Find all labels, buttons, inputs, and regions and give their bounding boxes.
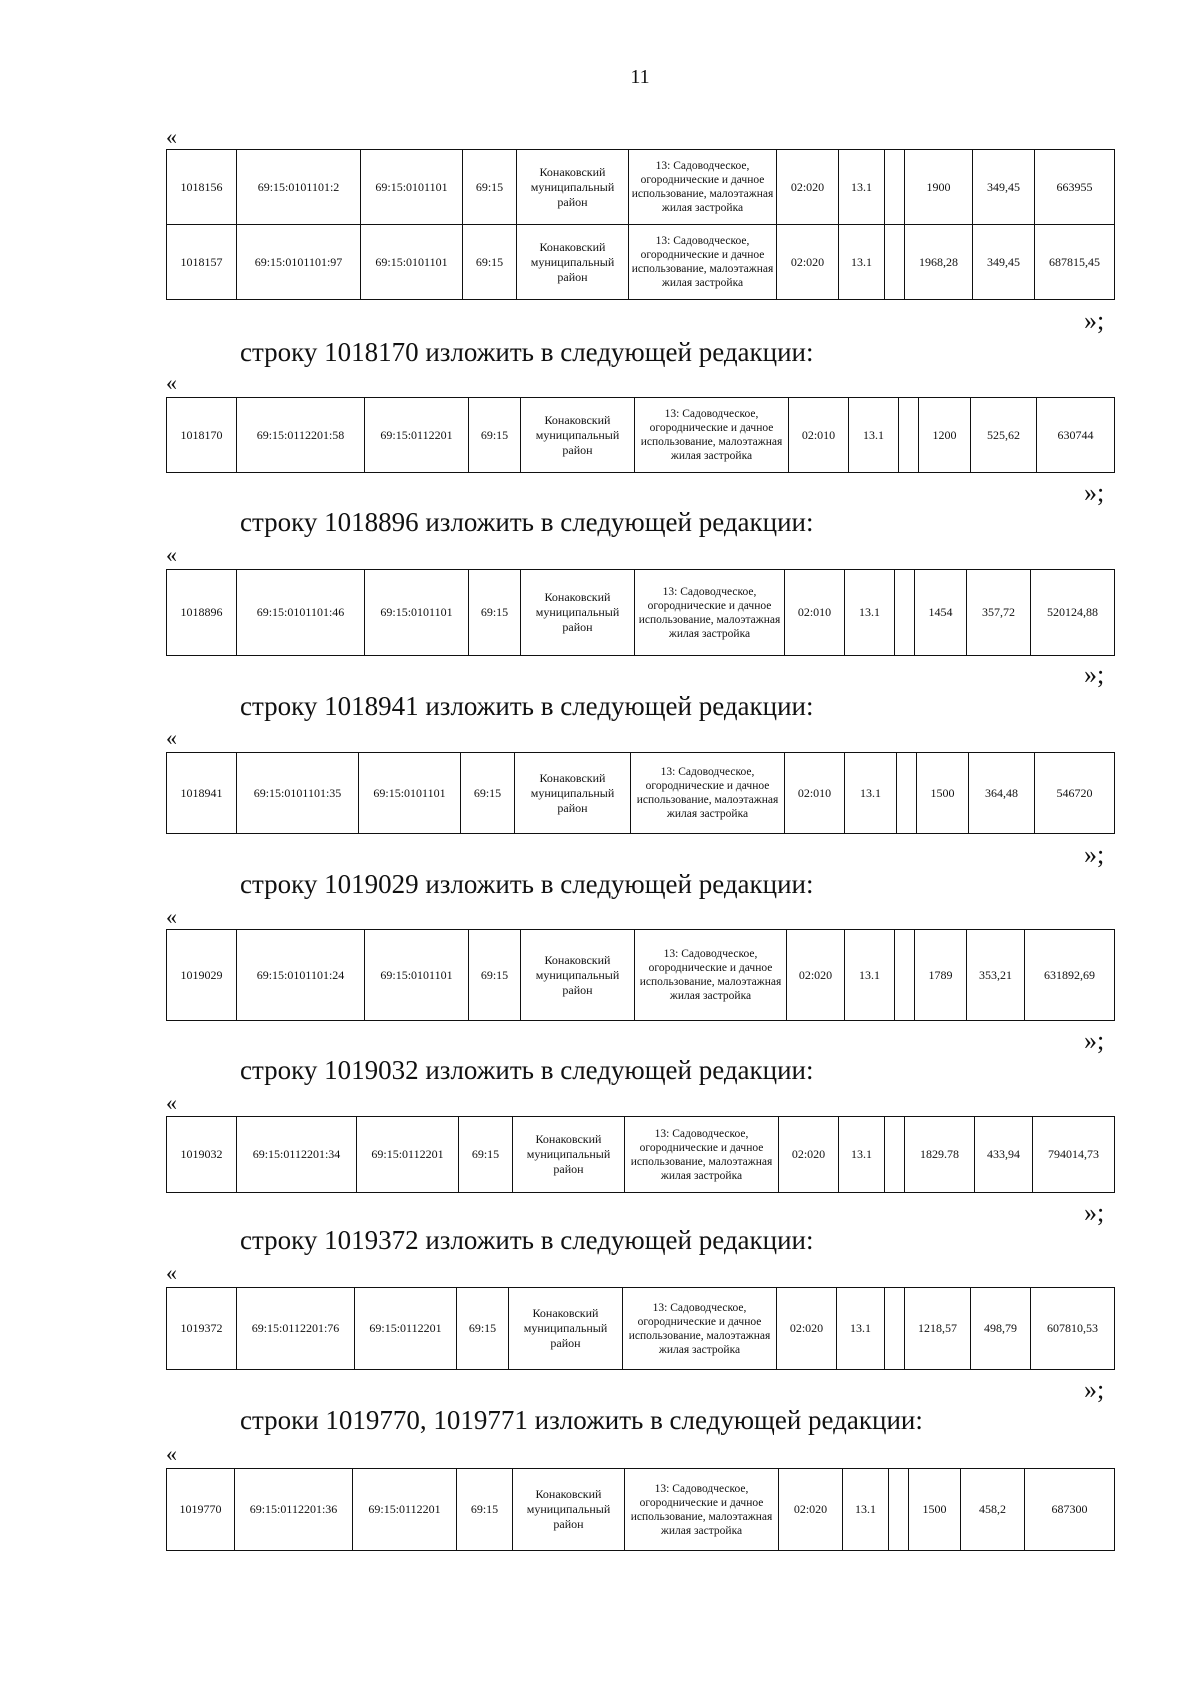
rate: 458,2 <box>961 1469 1025 1551</box>
district: Конаковский муниципальный район <box>513 1117 625 1193</box>
land-purpose: 13: Садоводческое, огороднические и дачное использование, малоэтажная жилая застройка <box>635 930 787 1021</box>
open-quote: « <box>166 370 177 395</box>
group: 13.1 <box>849 398 899 473</box>
code: 02:020 <box>779 1469 843 1551</box>
section-heading: строку 1019032 изложить в следующей редакции: <box>240 1055 814 1085</box>
empty-cell <box>885 150 905 225</box>
area: 1454 <box>915 570 967 656</box>
cadastral-number: 69:15:0101101:46 <box>237 570 365 656</box>
table-row <box>167 225 1115 300</box>
cadastral-number: 69:15:0112201:76 <box>237 1288 355 1370</box>
rate: 364,48 <box>969 753 1035 834</box>
section-heading: строку 1019029 изложить в следующей редакции: <box>240 869 814 899</box>
group: 13.1 <box>839 1117 885 1193</box>
cadastral-value: 520124,88 <box>1031 570 1115 656</box>
area: 1218,57 <box>905 1288 971 1370</box>
district: Конаковский муниципальный район <box>521 398 635 473</box>
land-table <box>166 569 1115 656</box>
land-purpose: 13: Садоводческое, огороднические и дачное использование, малоэтажная жилая застройка <box>635 570 785 656</box>
district-code: 69:15 <box>461 753 515 834</box>
section-heading: строку 1018941 изложить в следующей редакции: <box>240 691 814 721</box>
rate: 525,62 <box>971 398 1037 473</box>
cadastral-value: 794014,73 <box>1033 1117 1115 1193</box>
district: Конаковский муниципальный район <box>509 1288 623 1370</box>
empty-cell <box>895 930 915 1021</box>
land-table <box>166 1287 1115 1370</box>
code: 02:020 <box>787 930 845 1021</box>
section-heading: строку 1018170 изложить в следующей редакции: <box>240 337 814 367</box>
table-row <box>167 753 1115 834</box>
group: 13.1 <box>839 150 885 225</box>
table-row <box>167 398 1115 473</box>
land-table <box>166 149 1115 300</box>
cadastral-quarter: 69:15:0101101 <box>359 753 461 834</box>
area: 1789 <box>915 930 967 1021</box>
land-purpose: 13: Садоводческое, огороднические и дачное использование, малоэтажная жилая застройка <box>625 1117 779 1193</box>
group: 13.1 <box>845 753 897 834</box>
close-quote: »; <box>1084 306 1105 335</box>
cadastral-quarter: 69:15:0112201 <box>357 1117 459 1193</box>
cadastral-value: 631892,69 <box>1025 930 1115 1021</box>
table-row <box>167 1288 1115 1370</box>
area: 1200 <box>919 398 971 473</box>
row-id: 1018170 <box>167 398 237 473</box>
cadastral-quarter: 69:15:0112201 <box>355 1288 457 1370</box>
cadastral-number: 69:15:0112201:36 <box>235 1469 353 1551</box>
row-id: 1019372 <box>167 1288 237 1370</box>
close-quote: »; <box>1084 660 1105 689</box>
row-id: 1019770 <box>167 1469 235 1551</box>
cadastral-value: 546720 <box>1035 753 1115 834</box>
cadastral-number: 69:15:0101101:35 <box>237 753 359 834</box>
table-row <box>167 150 1115 225</box>
code: 02:020 <box>777 1288 837 1370</box>
land-purpose: 13: Садоводческое, огороднические и дачное использование, малоэтажная жилая застройка <box>629 150 777 225</box>
area: 1829.78 <box>905 1117 975 1193</box>
cadastral-number: 69:15:0112201:58 <box>237 398 365 473</box>
open-quote: « <box>166 904 177 929</box>
row-id: 1018157 <box>167 225 237 300</box>
open-quote: « <box>166 1441 177 1466</box>
cadastral-quarter: 69:15:0112201 <box>353 1469 457 1551</box>
area: 1900 <box>905 150 973 225</box>
open-quote: « <box>166 725 177 750</box>
row-id: 1018156 <box>167 150 237 225</box>
land-purpose: 13: Садоводческое, огороднические и дачное использование, малоэтажная жилая застройка <box>629 225 777 300</box>
group: 13.1 <box>845 570 895 656</box>
land-table <box>166 929 1115 1021</box>
code: 02:010 <box>785 570 845 656</box>
rate: 357,72 <box>967 570 1031 656</box>
cadastral-value: 687300 <box>1025 1469 1115 1551</box>
district-code: 69:15 <box>463 225 517 300</box>
empty-cell <box>899 398 919 473</box>
close-quote: »; <box>1084 840 1105 869</box>
table-row <box>167 1117 1115 1193</box>
empty-cell <box>895 570 915 656</box>
cadastral-quarter: 69:15:0101101 <box>361 150 463 225</box>
row-id: 1019032 <box>167 1117 237 1193</box>
land-purpose: 13: Садоводческое, огороднические и дачное использование, малоэтажная жилая застройка <box>635 398 789 473</box>
table-row <box>167 570 1115 656</box>
row-id: 1019029 <box>167 930 237 1021</box>
page-number: 11 <box>630 66 650 88</box>
open-quote: « <box>166 1090 177 1115</box>
group: 13.1 <box>839 225 885 300</box>
cadastral-quarter: 69:15:0101101 <box>361 225 463 300</box>
empty-cell <box>897 753 917 834</box>
group: 13.1 <box>845 930 895 1021</box>
district-code: 69:15 <box>463 150 517 225</box>
cadastral-value: 687815,45 <box>1035 225 1115 300</box>
land-purpose: 13: Садоводческое, огороднические и дачное использование, малоэтажная жилая застройка <box>623 1288 777 1370</box>
code: 02:010 <box>785 753 845 834</box>
cadastral-value: 663955 <box>1035 150 1115 225</box>
close-quote: »; <box>1084 1198 1105 1227</box>
rate: 353,21 <box>967 930 1025 1021</box>
close-quote: »; <box>1084 1375 1105 1404</box>
cadastral-number: 69:15:0101101:24 <box>237 930 365 1021</box>
district-code: 69:15 <box>469 570 521 656</box>
land-purpose: 13: Садоводческое, огороднические и дачное использование, малоэтажная жилая застройка <box>631 753 785 834</box>
open-quote: « <box>166 124 177 149</box>
code: 02:020 <box>779 1117 839 1193</box>
rate: 349,45 <box>973 150 1035 225</box>
cadastral-number: 69:15:0101101:2 <box>237 150 361 225</box>
group: 13.1 <box>837 1288 885 1370</box>
close-quote: »; <box>1084 478 1105 507</box>
district-code: 69:15 <box>469 398 521 473</box>
code: 02:020 <box>777 225 839 300</box>
area: 1500 <box>909 1469 961 1551</box>
open-quote: « <box>166 1260 177 1285</box>
cadastral-value: 607810,53 <box>1031 1288 1115 1370</box>
district-code: 69:15 <box>469 930 521 1021</box>
district: Конаковский муниципальный район <box>515 753 631 834</box>
row-id: 1018941 <box>167 753 237 834</box>
land-table <box>166 752 1115 834</box>
district: Конаковский муниципальный район <box>521 570 635 656</box>
row-id: 1018896 <box>167 570 237 656</box>
rate: 498,79 <box>971 1288 1031 1370</box>
table-row <box>167 1469 1115 1551</box>
cadastral-quarter: 69:15:0112201 <box>365 398 469 473</box>
rate: 433,94 <box>975 1117 1033 1193</box>
land-table <box>166 397 1115 473</box>
district: Конаковский муниципальный район <box>517 225 629 300</box>
land-table <box>166 1116 1115 1193</box>
district-code: 69:15 <box>457 1469 513 1551</box>
empty-cell <box>885 225 905 300</box>
land-purpose: 13: Садоводческое, огороднические и дачное использование, малоэтажная жилая застройка <box>625 1469 779 1551</box>
code: 02:010 <box>789 398 849 473</box>
empty-cell <box>889 1469 909 1551</box>
cadastral-number: 69:15:0112201:34 <box>237 1117 357 1193</box>
section-heading: строки 1019770, 1019771 изложить в следующей редакции: <box>240 1405 923 1435</box>
cadastral-number: 69:15:0101101:97 <box>237 225 361 300</box>
section-heading: строку 1018896 изложить в следующей редакции: <box>240 507 814 537</box>
area: 1968,28 <box>905 225 973 300</box>
table-row <box>167 930 1115 1021</box>
group: 13.1 <box>843 1469 889 1551</box>
cadastral-quarter: 69:15:0101101 <box>365 570 469 656</box>
cadastral-value: 630744 <box>1037 398 1115 473</box>
district: Конаковский муниципальный район <box>521 930 635 1021</box>
land-table <box>166 1468 1115 1551</box>
open-quote: « <box>166 542 177 567</box>
district-code: 69:15 <box>459 1117 513 1193</box>
district-code: 69:15 <box>457 1288 509 1370</box>
close-quote: »; <box>1084 1026 1105 1055</box>
empty-cell <box>885 1117 905 1193</box>
empty-cell <box>885 1288 905 1370</box>
rate: 349,45 <box>973 225 1035 300</box>
code: 02:020 <box>777 150 839 225</box>
section-heading: строку 1019372 изложить в следующей редакции: <box>240 1225 814 1255</box>
district: Конаковский муниципальный район <box>517 150 629 225</box>
area: 1500 <box>917 753 969 834</box>
cadastral-quarter: 69:15:0101101 <box>365 930 469 1021</box>
district: Конаковский муниципальный район <box>513 1469 625 1551</box>
